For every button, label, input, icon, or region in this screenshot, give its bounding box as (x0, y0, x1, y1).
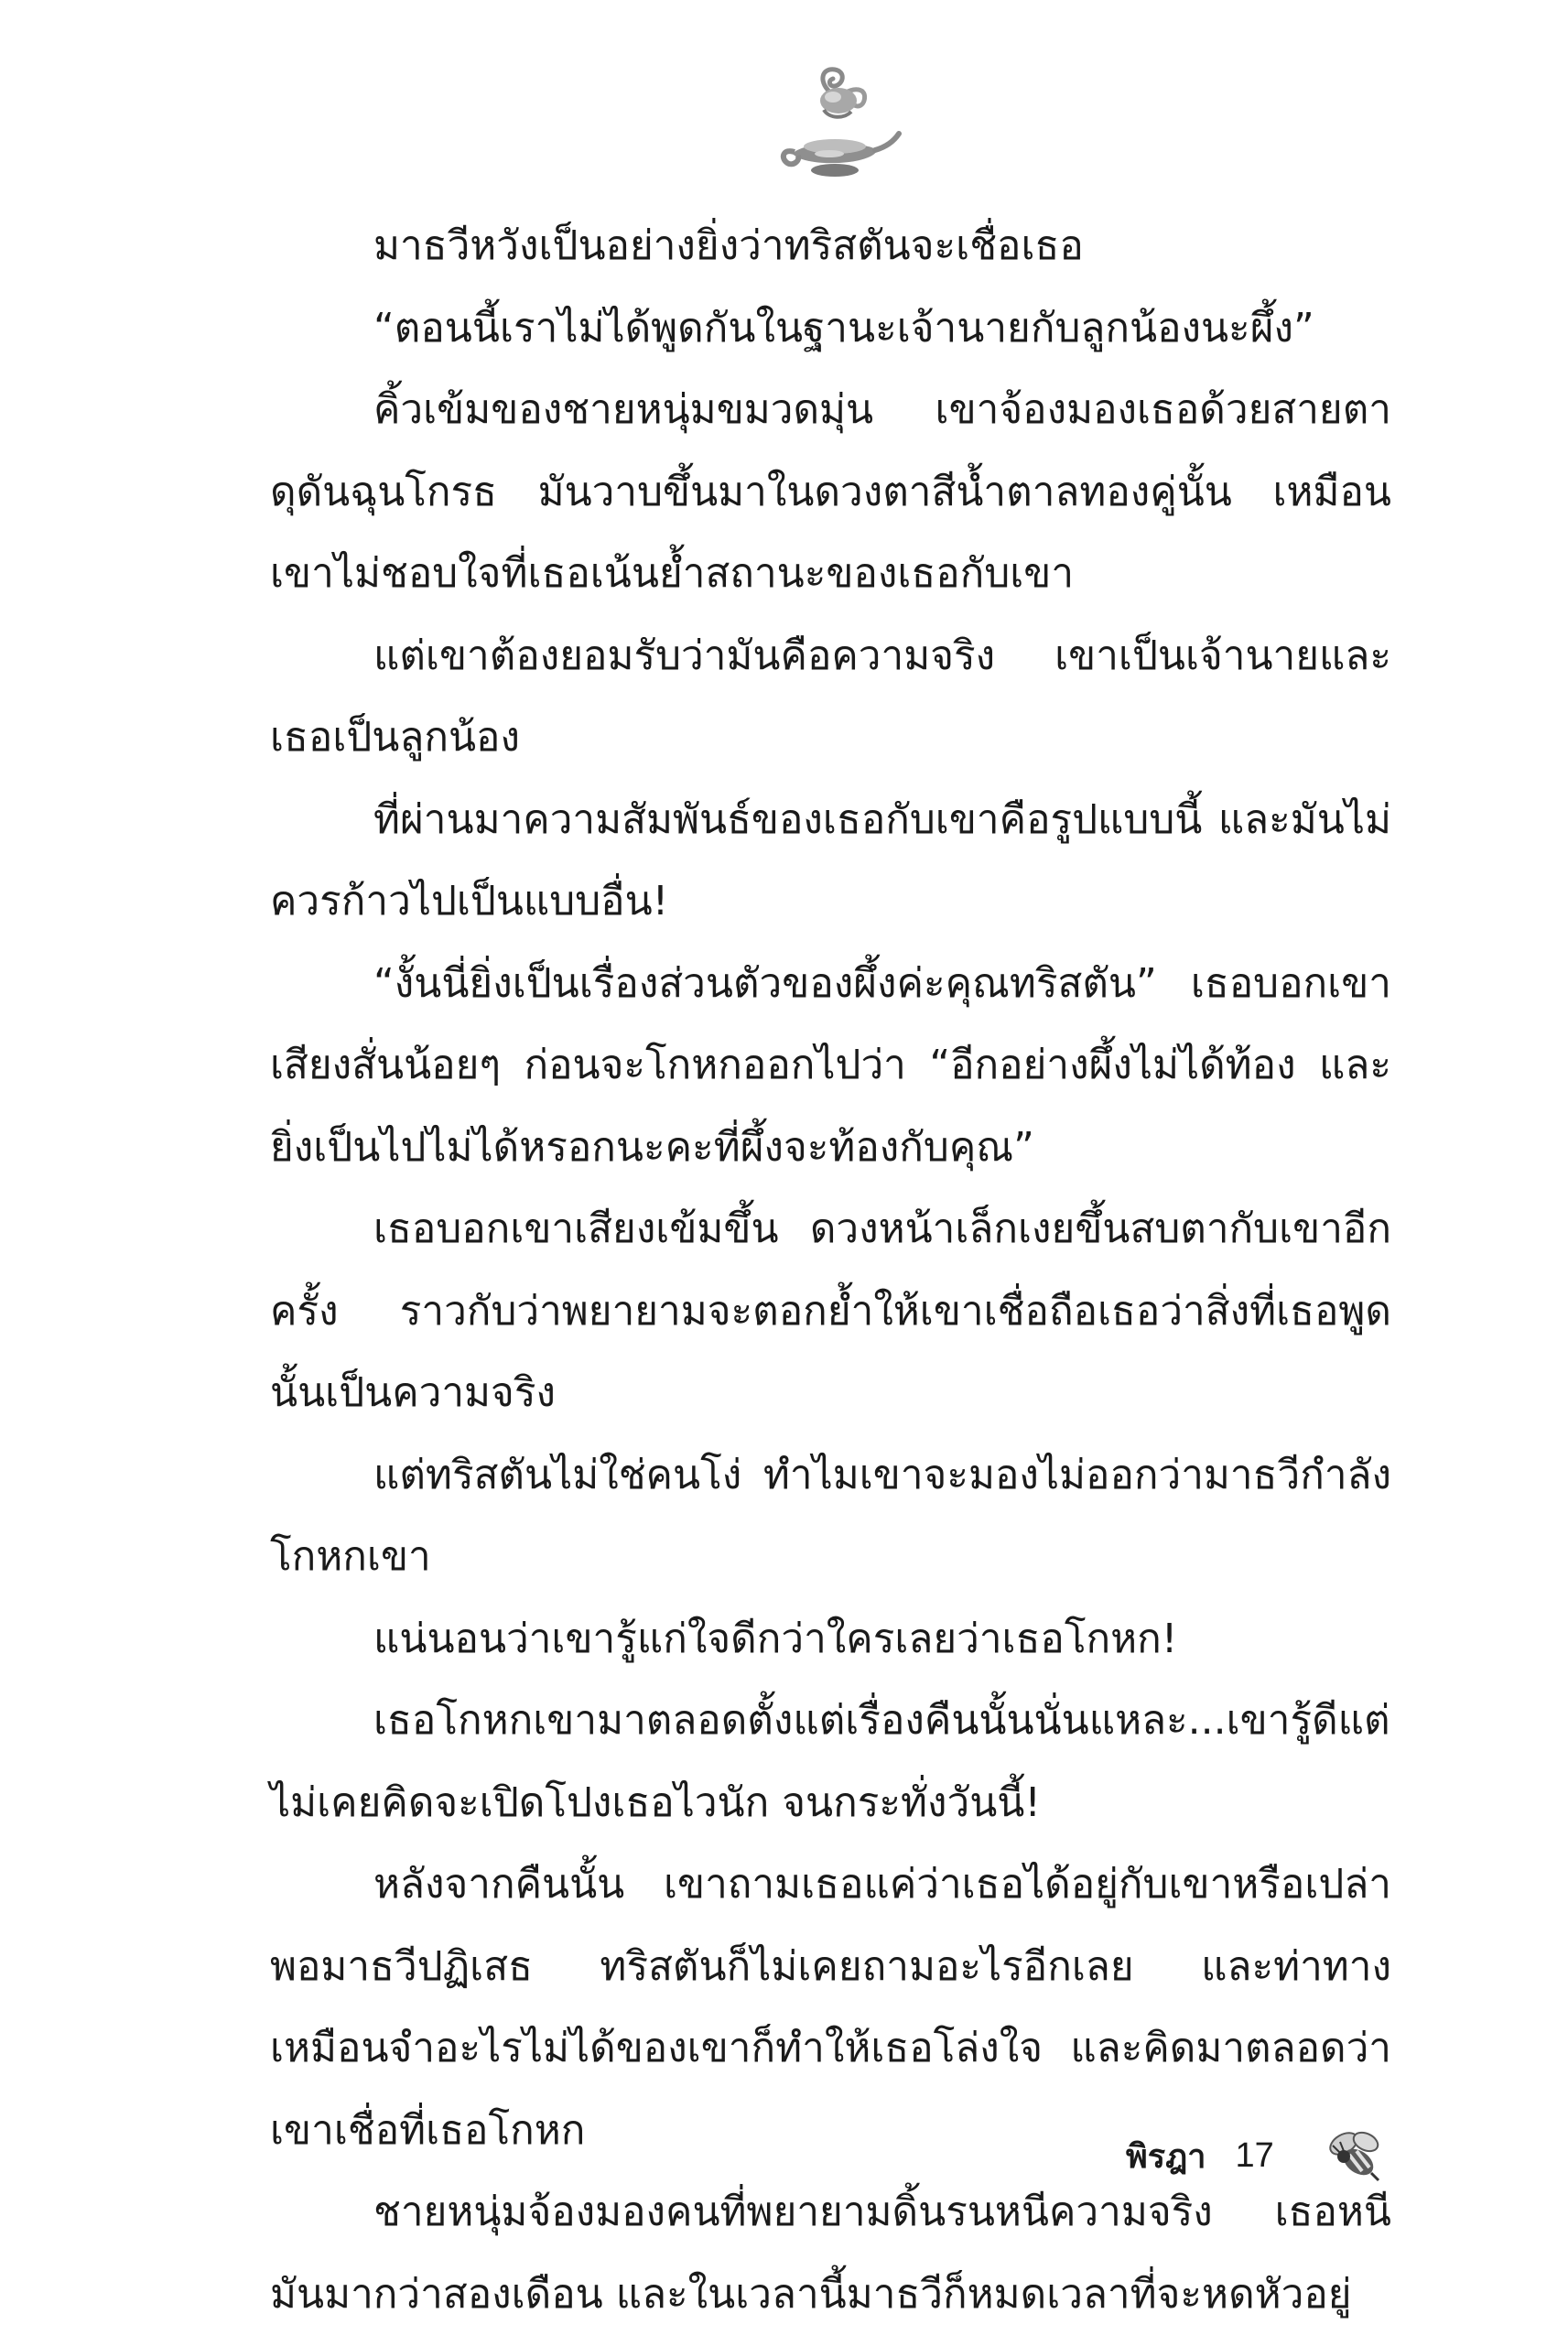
bee-icon (1324, 2124, 1388, 2188)
paragraph: “ตอนนี้เราไม่ได้พูดกันในฐานะเจ้านายกับลูกน้องนะผึ้ง” (373, 304, 1314, 351)
page-footer (1126, 2114, 1410, 2197)
paragraph: ที่ผ่านมาความสัมพันธ์ของเธอกับเขาคือรูปแบบนี้ และมันไม่ควรก้าวไปเป็นแบบอื่น! (270, 795, 1391, 924)
paragraph: หลังจากคืนนั้น เขาถามเธอแค่ว่าเธอได้อยู่กับเขาหรือเปล่าพอมาธวีปฏิเสธ ทริสตันก็ไม่เคยถามอะไรอีกเลย และท่าทางเหมือนจำอะไรไม่ได้ของเขาก็ทำให้เธอโล่งใจ และคิดมาตลอดว่าเขาเชื่อที่เธอโกหก (270, 1861, 1391, 2154)
paragraph: เธอบอกเขาเสียงเข้มขึ้น ดวงหน้าเล็กเงยขึ้นสบตากับเขาอีกครั้ง ราวกับว่าพยายามจะตอกย้ำให้เขาเชื่อถือเธอว่าสิ่งที่เธอพูดนั้นเป็นความจริง (270, 1205, 1391, 1416)
magic-lamp-icon (765, 55, 903, 192)
body-text (270, 205, 1391, 2335)
paragraph: แต่เขาต้องยอมรับว่ามันคือความจริง เขาเป็นเจ้านายและเธอเป็นลูกน้อง (270, 632, 1391, 761)
paragraph: แน่นอนว่าเขารู้แก่ใจดีกว่าใครเลยว่าเธอโกหก! (373, 1615, 1178, 1662)
author-name: พิรฎา (1126, 2137, 1206, 2176)
paragraph: คิ้วเข้มของชายหนุ่มขมวดมุ่น เขาจ้องมองเธอด้วยสายตาดุดันฉุนโกรธ มันวาบขึ้นมาในดวงตาสีน้ำตาลทองคู่นั้น เหมือนเขาไม่ชอบใจที่เธอเน้นย้ำสถานะของเธอกับเขา (270, 386, 1391, 597)
paragraph: ชายหนุ่มจ้องมองคนที่พยายามดิ้นรนหนีความจริง เธอหนีมันมากว่าสองเดือน และในเวลานี้มาธวีก็หมดเวลาที่จะหดหัวอยู่ (270, 2189, 1391, 2318)
paragraph: มาธวีหวังเป็นอย่างยิ่งว่าทริสตันจะเชื่อเธอ (373, 222, 1084, 269)
paragraph: “งั้นนี่ยิ่งเป็นเรื่องส่วนตัวของผึ้งค่ะคุณทริสตัน” เธอบอกเขาเสียงสั่นน้อยๆ ก่อนจะโกหกออกไปว่า “อีกอย่างผึ้งไม่ได้ท้อง และยิ่งเป็นไปไม่ได้หรอกนะคะที่ผึ้งจะท้องกับคุณ” (270, 959, 1391, 1171)
paragraph: เธอโกหกเขามาตลอดตั้งแต่เรื่องคืนนั้นนั่นแหละ...เขารู้ดีแต่ไม่เคยคิดจะเปิดโปงเธอไวนัก จนกระทั่งวันนี้! (270, 1697, 1390, 1826)
page-number: 17 (1235, 2135, 1274, 2175)
paragraph: แต่ทริสตันไม่ใช่คนโง่ ทำไมเขาจะมองไม่ออกว่ามาธวีกำลังโกหกเขา (270, 1451, 1391, 1580)
